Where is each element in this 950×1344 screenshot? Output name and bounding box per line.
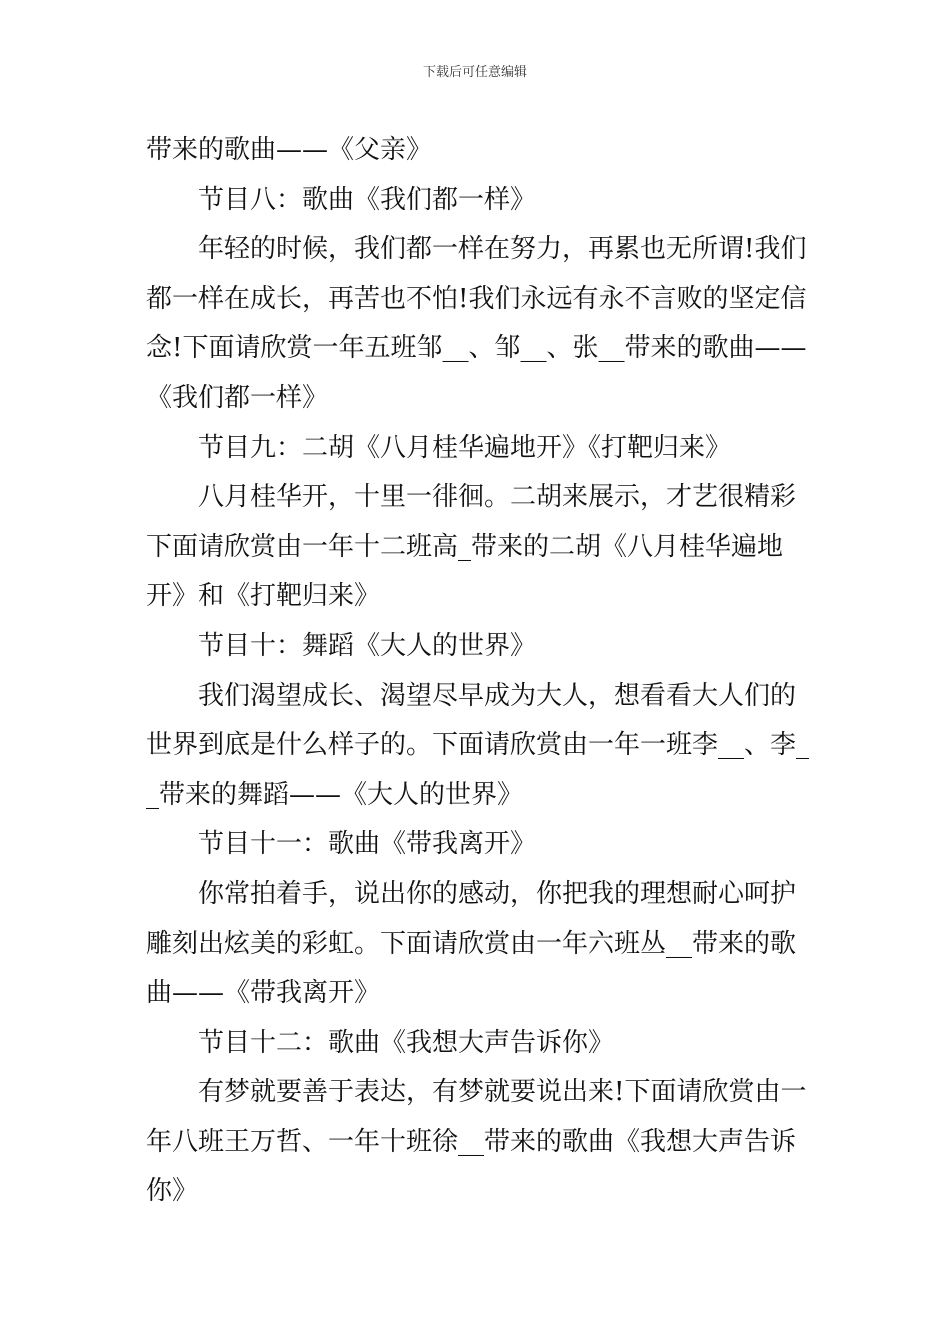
text-line-17: 雕刻出炫美的彩虹。下面请欣赏由一年六班丛__带来的歌: [146, 928, 797, 959]
text-line-6: 《我们都一样》: [146, 382, 329, 413]
program-heading-10: 节目十：舞蹈《大人的世界》: [198, 630, 537, 661]
text-line-9: 下面请欣赏由一年十二班高_带来的二胡《八月桂华遍地: [146, 531, 784, 562]
document-body: [146, 126, 810, 1217]
text-line-3: 年轻的时候，我们都一样在努力，再累也无所谓!我们: [198, 234, 807, 265]
text-line-8: 八月桂华开，十里一徘徊。二胡来展示，才艺很精彩: [198, 482, 797, 513]
text-line-10: 开》和《打靶归来》: [146, 581, 381, 612]
program-heading-11: 节目十一：歌曲《带我离开》: [198, 829, 537, 860]
text-line-1: 带来的歌曲——《父亲》: [146, 135, 433, 165]
text-line-14: _带来的舞蹈——《大人的世界》: [146, 779, 524, 810]
text-line-16: 你常拍着手，说出你的感动，你把我的理想耐心呵护: [198, 878, 797, 909]
text-line-21: 年八班王万哲、一年十班徐__带来的歌曲《我想大声告诉: [146, 1126, 797, 1157]
program-heading-9: 节目九：二胡《八月桂华遍地开》《打靶归来》: [198, 432, 732, 463]
text-line-12: 我们渴望成长、渴望尽早成为大人，想看看大人们的: [198, 680, 797, 711]
text-line-5: 念!下面请欣赏一年五班邹__、邹__、张__带来的歌曲——: [146, 333, 807, 364]
program-heading-8: 节目八：歌曲《我们都一样》: [198, 184, 537, 215]
text-line-13: 世界到底是什么样子的。下面请欣赏由一年一班李__、李_: [146, 730, 810, 761]
text-line-22: 你》: [146, 1176, 199, 1207]
page-header: 下载后可任意编辑: [422, 65, 527, 80]
text-line-20: 有梦就要善于表达，有梦就要说出来!下面请欣赏由一: [198, 1077, 807, 1108]
text-line-18: 曲——《带我离开》: [146, 978, 381, 1009]
text-line-4: 都一样在成长，再苦也不怕!我们永远有永不言败的坚定信: [146, 283, 807, 314]
program-heading-12: 节目十二：歌曲《我想大声告诉你》: [198, 1027, 615, 1058]
